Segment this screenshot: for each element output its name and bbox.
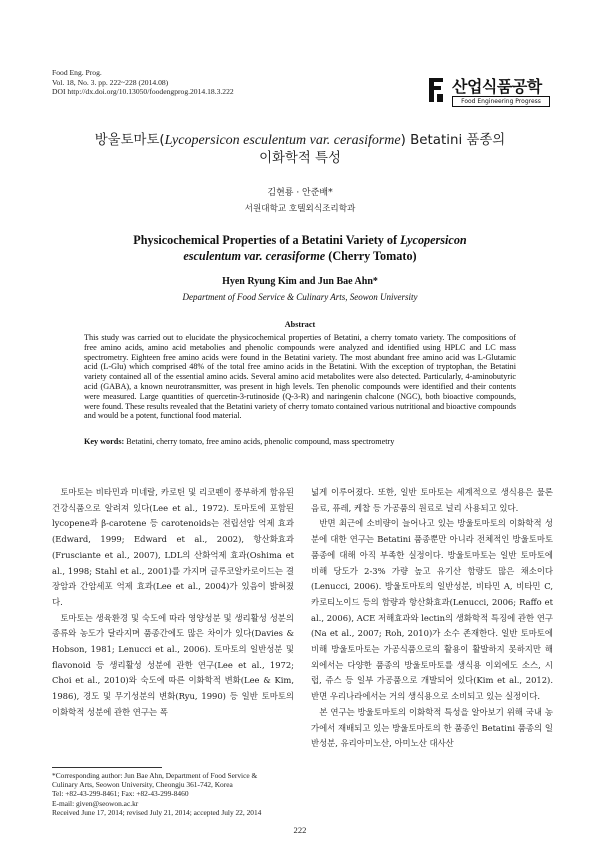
body-paragraph: 넓게 이루어졌다. 또한, 일반 토마토는 세계적으로 생식용은 물론 음료, 퓨레, 케찹 등 가공품의 원료로 널리 사용되고 있다.: [311, 487, 553, 513]
english-title-genus: Lycopersicon: [400, 233, 467, 247]
korean-title-suffix: ) Betatini 품종의: [400, 133, 506, 148]
journal-doi: DOI http://dx.doi.org/10.13050/foodengprog.2014.18.3.222: [52, 87, 234, 97]
english-title-species: esculentum var. cerasiforme: [183, 249, 326, 263]
footnote-line: Culinary Arts, Seowon University, Cheongju 361-742, Korea: [52, 780, 233, 790]
logo-subtitle: Food Engineering Progress: [461, 98, 541, 105]
journal-logo-mark-icon: [426, 76, 446, 104]
body-paragraph: 토마토는 비타민과 미네랄, 카로틴 및 리코펜이 풍부하게 함유된 건강식품으로 알려져 있다(Lee et al., 1972). 토마토에 포함된 lycopene과 β-carotene 등 carotenoids는 전립선암 억제 효과(Edward, 1999; Edward et al., 2002), 항산화효과(Frusciante et al., 2007), LDL의 산화억제 효과(Oshima et al., 1998; Stahl et al., 2001)를 가지며 글루코알카로이드는 결장암과 간암세포 억제 효과(Lee et al., 2004)가 있음이 밝혀졌다.: [52, 487, 294, 607]
english-affiliation: Department of Food Service & Culinary Arts, Seowon University: [182, 292, 418, 302]
keywords-label: Key words:: [84, 437, 125, 446]
body-paragraph: 본 연구는 방울토마토의 이화학적 특성을 알아보기 위해 국내 농가에서 재배되고 있는 방울토마토의 한 품종인 Betatini 품종의 일반성분, 유리아미노산, 아미노산 대사산: [311, 706, 553, 749]
korean-authors: 김현룡 · 안준배*: [267, 188, 333, 198]
body-paragraph: 토마토는 생육환경 및 숙도에 따라 영양성분 및 생리활성 성분의 종류와 농도가 달라지며 품종간에도 많은 차이가 있다(Davies & Hobson, 1981; Lenucci et al., 2006). 토마토의 일반성분 및 flavonoid 등 생리활성 성분에 관한 연구(Lee et al., 1972; Choi et al., 2010)와 숙도에 따른 이화학적 변화(Lee & Kim, 1986), 경도 및 무기성분의 변화(Ryu, 1990) 등 일반 토마토의 이화학적 성분에 관한 연구는 폭: [52, 612, 294, 717]
keywords: [84, 437, 516, 447]
footnote: [52, 771, 292, 817]
body-paragraph: 반면 최근에 소비량이 늘어나고 있는 방울토마토의 이화학적 성분에 대한 연구는 Betatini 품종뿐만 아니라 전체적인 방울토마토 품종에 대해 아직 부족한 실정이다. 방울토마토는 일반 토마토에 비해 당도가 2-3% 가량 높고 유기산 함량도 많은 채소이다(Lenucci, 2006). 방울토마토의 일반성분, 비타민 A, 비타민 C, 카로티노이드 등의 함량과 항산화효과(Lenucci, 2006; Raffo et al., 2006), ACE 저해효과와 lectin의 생화학적 특징에 관한 연구(Na et al., 2007; Roh, 2010)가 소수 존재한다. 일반 토마토에 비해 방울토마토는 가공식품으로의 활용이 활발하지 못하지만 해외에서는 다양한 품종의 방울토마토를 생식용 이외에도 소스, 시럽, 쥬스 등 일부 가공품으로 개발되어 있다(Kim et al., 2012). 반면 우리나라에서는 거의 생식용으로 소비되고 있는 실정이다.: [311, 518, 553, 702]
body-column-right: [311, 485, 553, 752]
korean-title: [40, 132, 560, 168]
abstract-heading: Abstract: [284, 320, 316, 329]
logo-title: 산업식품공학: [452, 77, 542, 96]
keywords-list: Betatini, cherry tomato, free amino acids, phenolic compound, mass spectrometry: [124, 437, 395, 446]
body-column-left: [52, 485, 294, 721]
abstract-text: This study was carried out to elucidate the physicochemical properties of Betatini, a cherry tomato variety. The compositions of free amino acids, amino acid metabolies and phenolic compounds were analyzed and identified using HPLC and LC mass spectrometry. Eighteen free amino acids were found in the Betatini variety. The most abundant free amino acid was L-Glutamic acid (L-Glu) which comprised 48% of the total free amino acids in the Betatini. With the exception of tryptophan, the Betatini variety contained all of the essential amino acids. Several amino acid metabolites were also detected. Particularly, 4-aminobutyric acid (GABA), a known neurotransmitter, was present in high levels. Ten phenolic compounds were identified and their contents were measured. Large quantities of quercetin-3-rutinoside (Q-3-R) and naringenin chalcone (NGC), both bioactive compounds, were found. These results revealed that the Betatini variety of cherry tomato contained various nutritional and bioactive compounds and would be a potent, functional food material.: [84, 333, 516, 421]
korean-title-line2: 이화학적 특성: [259, 151, 341, 166]
footnote-line: *Corresponding author: Jun Bae Ahn, Department of Food Service &: [52, 771, 258, 780]
footnote-dates: Received June 17, 2014; revised July 21, 2014; accepted July 22, 2014: [52, 807, 262, 817]
journal-info: [52, 68, 234, 97]
footnote-email: E-mail: given@seowon.ac.kr: [52, 798, 139, 808]
korean-title-prefix: 방울토마토(: [94, 133, 165, 148]
footnote-rule: [52, 767, 162, 768]
korean-title-species: Lycopersicon esculentum var. cerasiforme: [164, 133, 401, 148]
journal-logo: [426, 74, 550, 108]
korean-affiliation: 서원대학교 호텔외식조리학과: [244, 204, 356, 214]
english-authors: Hyen Ryung Kim and Jun Bae Ahn*: [222, 276, 378, 287]
english-title-line2-suffix: (Cherry Tomato): [325, 249, 417, 263]
footnote-line: Tel: +82-43-299-8461; Fax: +82-43-299-8460: [52, 789, 189, 799]
journal-volume: Vol. 18, No. 3. pp. 222~228 (2014.08): [52, 77, 169, 87]
logo-subtitle-bar: [452, 96, 550, 107]
english-title: [40, 232, 560, 264]
journal-name: Food Eng. Prog.: [52, 68, 102, 77]
page-number: 222: [293, 825, 307, 835]
english-title-line1: Physicochemical Properties of a Betatini Variety of: [133, 233, 401, 247]
